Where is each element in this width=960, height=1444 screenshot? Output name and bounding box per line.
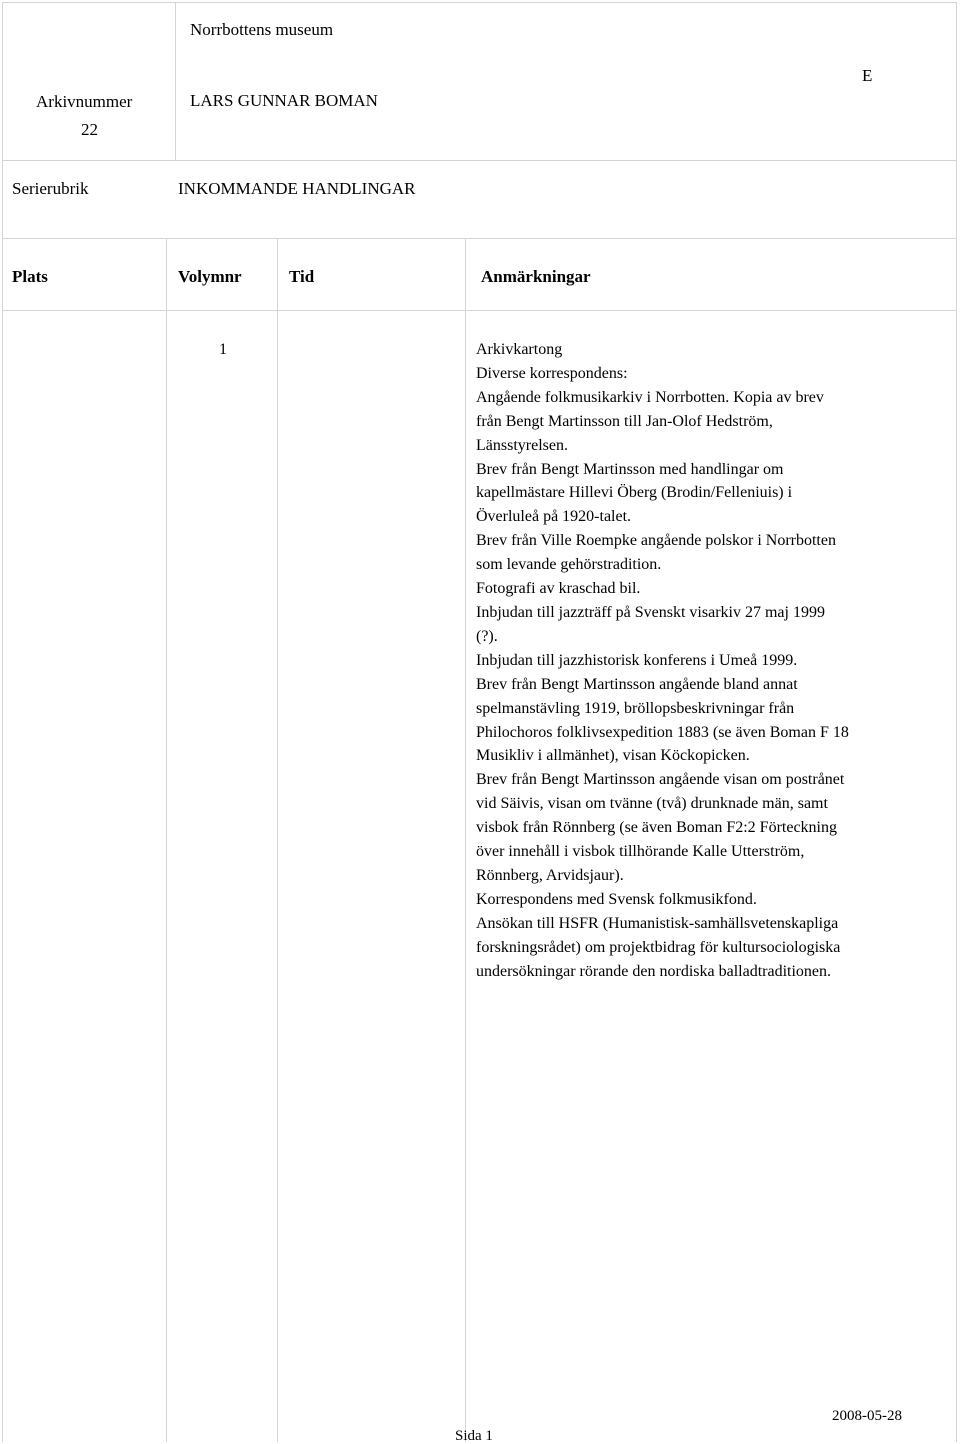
header-divider-3 [2,310,957,311]
remark-line: Musikliv i allmänhet), visan Köckopicken. [476,747,750,765]
remark-line: över innehåll i visbok tillhörande Kalle Utterström, [476,843,805,861]
remark-line: Fotografi av kraschad bil. [476,580,641,598]
col-divider-tid [465,238,466,1442]
remark-line: Ansökan till HSFR (Humanistisk-samhällsvetenskapliga [476,914,839,932]
remark-line: Diverse korrespondens: [476,364,628,382]
remark-line: Brev från Ville Roempke angående polskor i Norrbotten [476,532,836,550]
column-header-anmarkningar: Anmärkningar [481,267,591,286]
series-title: INKOMMANDE HANDLINGAR [178,179,416,198]
remark-line: kapellmästare Hillevi Öberg (Brodin/Felleniuis) i [476,484,793,502]
header-col-divider [175,2,176,160]
print-date: 2008-05-28 [832,1408,902,1424]
remark-line: Brev från Bengt Martinsson angående bland annat [476,675,798,693]
left-border [2,2,3,1442]
remark-line: Länsstyrelsen. [476,436,568,454]
col-divider-plats [166,238,167,1442]
page-number: Sida 1 [455,1428,493,1444]
remark-line: undersökningar rörande den nordiska balladtraditionen. [476,962,831,980]
remark-line: forskningsrådet) om projektbidrag för kultursociologiska [476,938,841,956]
remark-line: Rönnberg, Arvidsjaur). [476,866,624,884]
top-border [2,2,957,3]
header-divider-1 [2,160,957,161]
remark-line: Korrespondens med Svensk folkmusikfond. [476,890,757,908]
remark-line: som levande gehörstradition. [476,556,662,574]
remark-line: Arkivkartong [476,341,563,358]
column-header-volymnr: Volymnr [178,267,242,286]
header-divider-2 [2,238,957,239]
remark-line: Angående folkmusikarkiv i Norrbotten. Kopia av brev [476,388,824,406]
remark-line: spelmanstävling 1919, bröllopsbeskrivningar från [476,699,795,717]
archive-name: LARS GUNNAR BOMAN [190,91,378,110]
remark-line: Inbjudan till jazzhistorisk konferens i Umeå 1999. [476,651,798,669]
series-code: E [862,66,873,85]
remark-line: Philochoros folklivsexpedition 1883 (se även Boman F 18 [476,723,849,741]
right-border [956,2,957,1442]
column-header-plats: Plats [12,267,48,286]
remarks-list [476,338,946,983]
volume-number: 1 [219,341,227,358]
archive-label: Arkivnummer [36,92,133,111]
series-label: Serierubrik [12,179,89,198]
museum-name: Norrbottens museum [190,20,334,39]
remark-line: (?). [476,627,498,645]
column-header-tid: Tid [289,267,315,286]
remark-line: Brev från Bengt Martinsson med handlingar om [476,460,784,478]
col-divider-volymnr [277,238,278,1442]
archive-number: 22 [81,120,98,139]
remark-line: vid Säivis, visan om tvänne (två) drunknade män, samt [476,795,828,813]
remark-line: Inbjudan till jazzträff på Svenskt visarkiv 27 maj 1999 [476,603,825,621]
remark-line: Överluleå på 1920-talet. [476,508,632,526]
remark-line: från Bengt Martinsson till Jan-Olof Hedström, [476,412,773,430]
remark-line: visbok från Rönnberg (se även Boman F2:2 Förteckning [476,819,837,837]
remark-line: Brev från Bengt Martinsson angående visan om postrånet [476,771,845,789]
